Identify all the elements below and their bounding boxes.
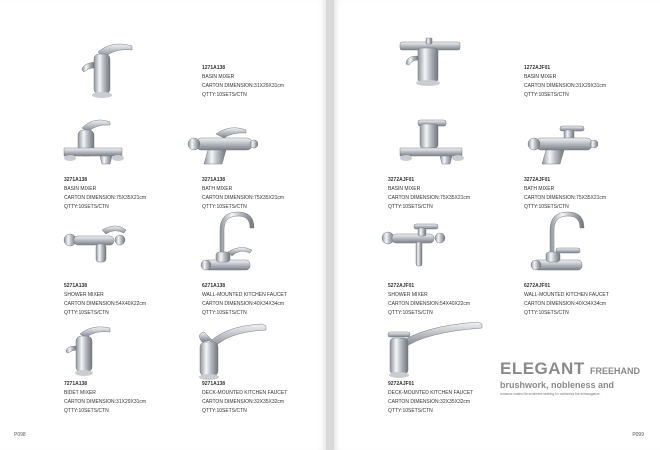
quantity: QTTY:10SETS/CTN [388,408,433,414]
product-code: 3272AJF01 [524,177,551,183]
product-spec [388,380,473,416]
basin-mixer-image [78,38,136,100]
quantity: QTTY:10SETS/CTN [524,204,569,210]
product-spec [524,176,606,212]
carton-dimension: CARTON DIMENSION:40X34X34cm [202,301,285,307]
slogan-headline [500,360,654,380]
product-code: 9271A138 [202,381,226,387]
quantity: QTTY:10SETS/CTN [64,310,109,316]
product-spec [202,282,287,318]
carton-dimension: CARTON DIMENSION:32X35X32cm [388,399,471,405]
carton-dimension: CARTON DIMENSION:75X35X21cm [388,195,471,201]
carton-dimension: CARTON DIMENSION:32X35X32cm [202,399,285,405]
basin-mixer-image [396,36,462,88]
bidet-mixer-image [62,322,114,378]
product-name: BASIN MIXER [388,186,421,192]
carton-dimension: CARTON DIMENSION:40X34X34cm [524,301,607,307]
quantity: QTTY:10SETS/CTN [202,408,247,414]
deck-kitchen-faucet-image [382,316,488,380]
product-name: BATH MIXER [524,186,555,192]
product-code: 5272AJF01 [388,283,415,289]
product-spec [388,282,470,318]
product-name: WALL-MOUNTED KITCHEN FAUCET [202,292,287,298]
book-gutter [326,0,334,450]
wall-kitchen-faucet-image [200,208,260,284]
page-number-left: P098 [14,432,26,438]
left-page [0,0,326,450]
quantity: QTTY:10SETS/CTN [202,310,247,316]
product-code: 6271A138 [202,283,226,289]
product-code: 3271A138 [64,177,88,183]
quantity: QTTY:10SETS/CTN [524,310,569,316]
carton-dimension: CARTON DIMENSION:31X29X31cm [202,83,285,89]
deck-kitchen-faucet-image [192,316,274,382]
shower-mixer-image [62,220,132,268]
carton-dimension: CARTON DIMENSION:54X40X22cm [388,301,471,307]
wall-kitchen-faucet-image [530,208,592,284]
product-name: BASIN MIXER [202,74,235,80]
right-page [334,0,660,450]
slogan-word-freehand: FREEHAND [589,366,640,376]
carton-dimension: CARTON DIMENSION:75X35X21cm [202,195,285,201]
quantity: QTTY:10SETS/CTN [64,408,109,414]
product-code: 5271A138 [64,283,88,289]
product-code: 1271A138 [202,65,226,71]
carton-dimension: CARTON DIMENSION:31X29X31cm [524,83,607,89]
product-code: 6272AJF01 [524,283,551,289]
product-code: 3271A138 [202,177,226,183]
product-name: BASIN MIXER [524,74,557,80]
bath-mixer-image [526,124,598,172]
product-spec [388,176,470,212]
brand-slogan [500,360,654,397]
basin-mixer-deck-image [60,112,126,170]
page-number-right: P099 [632,432,644,438]
carton-dimension: CARTON DIMENSION:75X35X21cm [64,195,147,201]
product-spec [202,380,287,416]
quantity: QTTY:10SETS/CTN [202,92,247,98]
product-code: 1272AJF01 [524,65,551,71]
product-name: BATH MIXER [202,186,233,192]
product-code: 9272AJF01 [388,381,415,387]
quantity: QTTY:10SETS/CTN [64,204,109,210]
carton-dimension: CARTON DIMENSION:75X35X21cm [524,195,607,201]
quantity: QTTY:10SETS/CTN [524,92,569,98]
slogan-word-elegant: ELEGANT [500,359,585,378]
quantity: QTTY:10SETS/CTN [388,204,433,210]
product-name: SHOWER MIXER [388,292,428,298]
product-name: BASIN MIXER [64,186,97,192]
product-name: DECK-MOUNTED KITCHEN FAUCET [388,390,474,396]
slogan-tagline: romance makes life sentiment seeking for nobleness but extravagance. [500,392,601,396]
product-spec [64,282,146,318]
product-name: DECK-MOUNTED KITCHEN FAUCET [202,390,288,396]
product-name: WALL-MOUNTED KITCHEN FAUCET [524,292,609,298]
carton-dimension: CARTON DIMENSION:54X40X22cm [64,301,147,307]
bath-mixer-image [186,124,258,172]
shower-mixer-image [380,218,452,270]
slogan-subline: brushwork, nobleness and [500,380,615,390]
product-name: BIDET MIXER [64,390,96,396]
quantity: QTTY:10SETS/CTN [388,310,433,316]
product-code: 3272AJF01 [388,177,415,183]
product-spec [64,176,146,212]
product-spec [64,380,146,416]
product-spec [202,176,284,212]
product-spec [524,282,609,318]
product-name: SHOWER MIXER [64,292,104,298]
product-spec [202,64,284,100]
product-spec [524,64,606,100]
carton-dimension: CARTON DIMENSION:31X29X31cm [64,399,147,405]
product-code: 7271A138 [64,381,88,387]
basin-mixer-deck-image [396,114,466,170]
quantity: QTTY:10SETS/CTN [202,204,247,210]
